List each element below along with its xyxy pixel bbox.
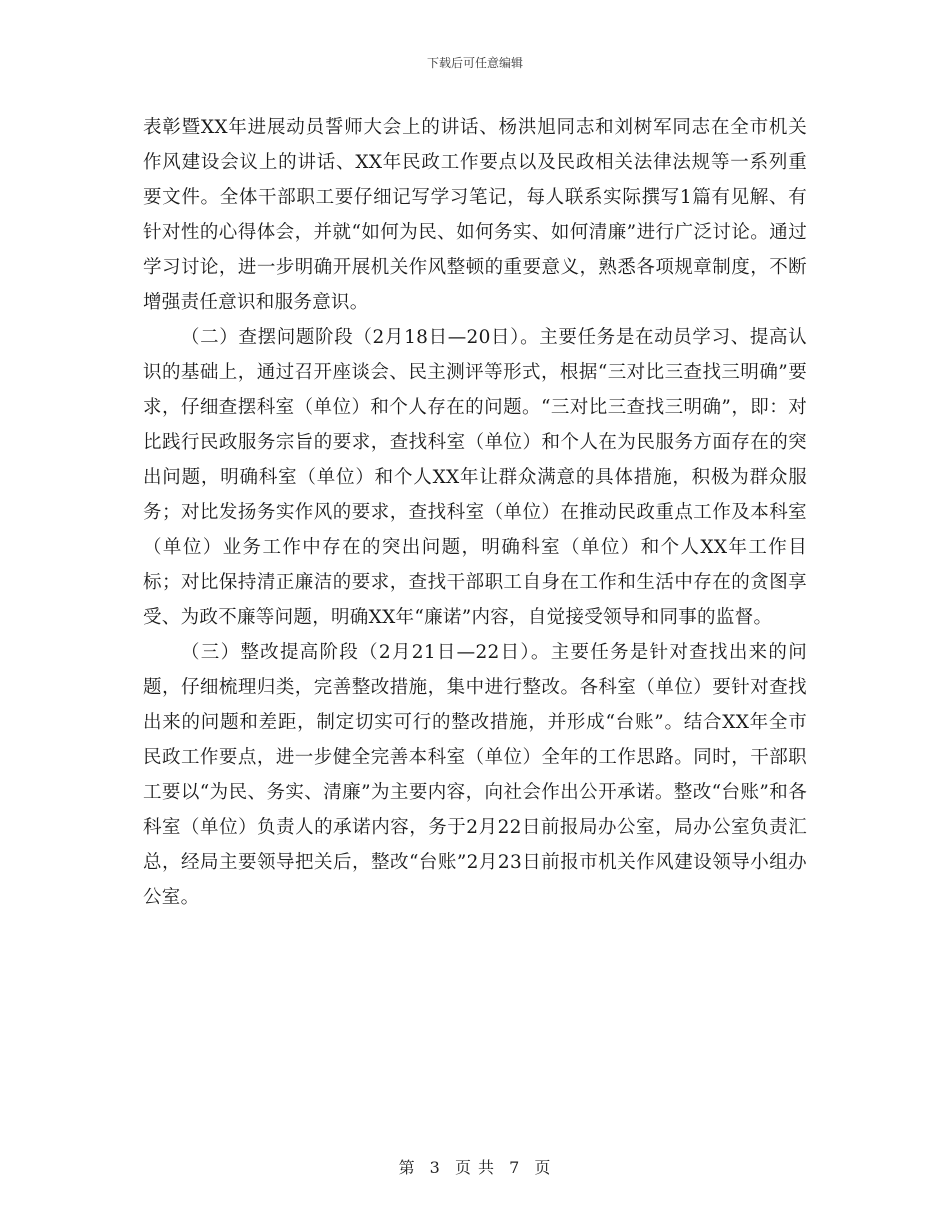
- header-note: 下载后可任意编辑: [426, 56, 523, 70]
- page-suffix: 页: [534, 1158, 552, 1177]
- paragraph-2: （二）查摆问题阶段（2月18日—20日）。主要任务是在动员学习、提高认识的基础上，通过召开座谈会、民主测评等形式，根据“三对比三查找三明确”要求，仔细查摆科室（单位）和个人存在的问题。“三对比三查找三明确”，即：对比践行民政服务宗旨的要求，查找科室（单位）和个人在为民服务方面存在的突出问题，明确科室（单位）和个人XX年让群众满意的具体措施，积极为群众服务；对比发扬务实作风的要求，查找科室（单位）在推动民政重点工作及本科室（单位）业务工作中存在的突出问题，明确科室（单位）和个人XX年工作目标；对比保持清正廉洁的要求，查找干部职工自身在工作和生活中存在的贪图享受、为政不廉等问题，明确XX年“廉诺”内容，自觉接受领导和同事的监督。: [143, 327, 807, 628]
- page-prefix: 第: [398, 1158, 416, 1177]
- paragraph-1: 表彰暨XX年进展动员誓师大会上的讲话、杨洪旭同志和刘树军同志在全市机关作风建设会议上的讲话、XX年民政工作要点以及民政相关法律法规等一系列重要文件。全体干部职工要仔细记写学习笔记，每人联系实际撰写1篇有见解、有针对性的心得体会，并就“如何为民、如何务实、如何清廉”进行广泛讨论。通过学习讨论，进一步明确开展机关作风整顿的重要意义，熟悉各项规章制度，不断增强责任意识和服务意识。: [143, 117, 807, 313]
- document-body: [143, 110, 807, 915]
- paragraph-3: （三）整改提高阶段（2月21日—22日）。主要任务是针对查找出来的问题，仔细梳理归类，完善整改措施，集中进行整改。各科室（单位）要针对查找出来的问题和差距，制定切实可行的整改措施，并形成“台账”。结合XX年全市民政工作要点，进一步健全完善本科室（单位）全年的工作思路。同时，干部职工要以“为民、务实、清廉”为主要内容，向社会作出公开承诺。整改“台账”和各科室（单位）负责人的承诺内容，务于2月22日前报局办公室，局办公室负责汇总，经局主要领导把关后，整改“台账”2月23日前报市机关作风建设领导小组办公室。: [143, 642, 807, 908]
- page-number: [0, 1155, 950, 1178]
- page-total: 7: [509, 1158, 521, 1177]
- page-middle: 页 共: [454, 1158, 496, 1177]
- page-current: 3: [429, 1158, 441, 1177]
